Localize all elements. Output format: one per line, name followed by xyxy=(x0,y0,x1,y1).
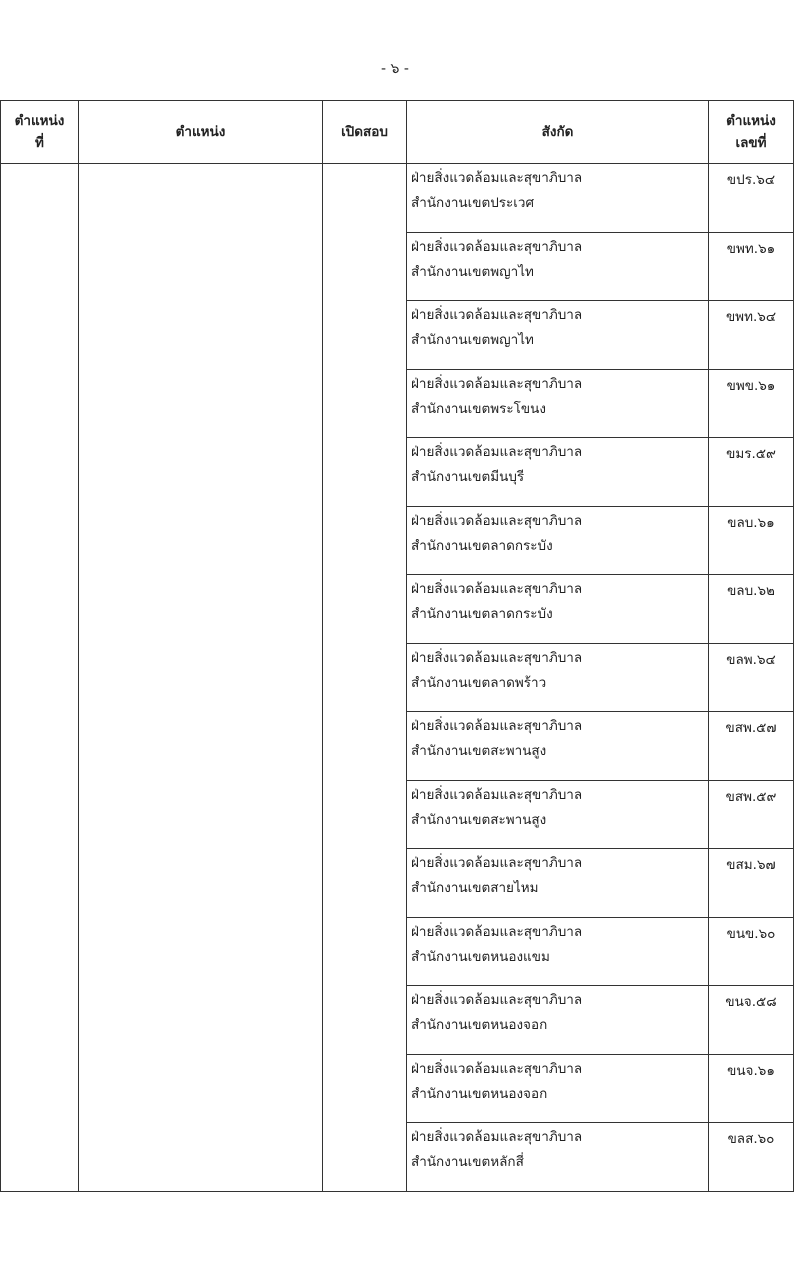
position-number-cell: ขสพ.๕๗ xyxy=(709,712,794,781)
open-exam-cell xyxy=(323,438,407,507)
position-cell xyxy=(79,986,323,1055)
position-cell xyxy=(79,575,323,644)
table-row xyxy=(1,1054,794,1123)
header-open-exam: เปิดสอบ xyxy=(323,101,407,164)
position-cell xyxy=(79,849,323,918)
table-row xyxy=(1,506,794,575)
department-text: ฝ่ายสิ่งแวดล้อมและสุขาภิบาล xyxy=(411,170,583,186)
header-text: ที่ xyxy=(35,135,44,151)
office-text: สำนักงานเขตสายไหม xyxy=(411,880,539,896)
position-number-cell: ขพท.๖๔ xyxy=(709,301,794,370)
position-no-cell xyxy=(1,849,79,918)
affiliation-cell xyxy=(407,232,709,301)
open-exam-cell xyxy=(323,164,407,233)
position-no-cell xyxy=(1,643,79,712)
position-no-cell xyxy=(1,575,79,644)
department-text: ฝ่ายสิ่งแวดล้อมและสุขาภิบาล xyxy=(411,992,583,1008)
department-text: ฝ่ายสิ่งแวดล้อมและสุขาภิบาล xyxy=(411,444,583,460)
position-number-cell: ขพข.๖๑ xyxy=(709,369,794,438)
position-no-cell xyxy=(1,506,79,575)
office-text: สำนักงานเขตหนองจอก xyxy=(411,1085,548,1102)
position-number-cell: ขพท.๖๑ xyxy=(709,232,794,301)
table-row xyxy=(1,917,794,986)
affiliation-cell xyxy=(407,438,709,507)
affiliation-cell xyxy=(407,369,709,438)
affiliation-cell xyxy=(407,301,709,370)
position-cell xyxy=(79,438,323,507)
table-row xyxy=(1,712,794,781)
table-row xyxy=(1,1123,794,1192)
table-row xyxy=(1,780,794,849)
position-number-cell: ขมร.๕๙ xyxy=(709,438,794,507)
affiliation-cell xyxy=(407,1123,709,1192)
position-cell xyxy=(79,301,323,370)
affiliation-cell xyxy=(407,849,709,918)
table-row xyxy=(1,232,794,301)
position-number-cell: ขลบ.๖๒ xyxy=(709,575,794,644)
affiliation-cell xyxy=(407,986,709,1055)
open-exam-cell xyxy=(323,986,407,1055)
position-cell xyxy=(79,506,323,575)
open-exam-cell xyxy=(323,301,407,370)
open-exam-cell xyxy=(323,780,407,849)
position-no-cell xyxy=(1,780,79,849)
office-text: สำนักงานเขตหนองแขม xyxy=(411,948,550,965)
header-position-number xyxy=(709,101,794,164)
position-cell xyxy=(79,643,323,712)
table-row xyxy=(1,438,794,507)
affiliation-cell xyxy=(407,712,709,781)
department-text: ฝ่ายสิ่งแวดล้อมและสุขาภิบาล xyxy=(411,238,583,255)
affiliation-cell xyxy=(407,506,709,575)
table-row xyxy=(1,575,794,644)
position-cell xyxy=(79,1054,323,1123)
table-header-row xyxy=(1,101,794,164)
position-no-cell xyxy=(1,712,79,781)
position-number-cell: ขสม.๖๗ xyxy=(709,849,794,918)
table-row xyxy=(1,986,794,1055)
position-cell xyxy=(79,369,323,438)
header-text: ตำแหน่ง xyxy=(14,113,65,129)
open-exam-cell xyxy=(323,232,407,301)
open-exam-cell xyxy=(323,643,407,712)
position-no-cell xyxy=(1,438,79,507)
position-cell xyxy=(79,232,323,301)
position-no-cell xyxy=(1,369,79,438)
department-text: ฝ่ายสิ่งแวดล้อมและสุขาภิบาล xyxy=(411,581,583,597)
office-text: สำนักงานเขตพญาไท xyxy=(411,332,534,348)
position-number-cell: ขนจ.๕๘ xyxy=(709,986,794,1055)
affiliation-cell xyxy=(407,164,709,233)
position-number-cell: ขนข.๖๐ xyxy=(709,917,794,986)
department-text: ฝ่ายสิ่งแวดล้อมและสุขาภิบาล xyxy=(411,855,583,871)
department-text: ฝ่ายสิ่งแวดล้อมและสุขาภิบาล xyxy=(411,307,583,323)
open-exam-cell xyxy=(323,849,407,918)
position-number-cell: ขลบ.๖๑ xyxy=(709,506,794,575)
position-cell xyxy=(79,712,323,781)
open-exam-cell xyxy=(323,917,407,986)
page-number: - ๖ - xyxy=(381,61,409,77)
office-text: สำนักงานเขตประเวศ xyxy=(411,195,535,211)
position-cell xyxy=(79,917,323,986)
header-text: ตำแหน่ง xyxy=(726,113,776,129)
department-text: ฝ่ายสิ่งแวดล้อมและสุขาภิบาล xyxy=(411,786,583,803)
position-no-cell xyxy=(1,301,79,370)
position-number-cell: ขนจ.๖๑ xyxy=(709,1054,794,1123)
open-exam-cell xyxy=(323,1123,407,1192)
table-row xyxy=(1,849,794,918)
affiliation-cell xyxy=(407,575,709,644)
open-exam-cell xyxy=(323,575,407,644)
position-number-cell: ขลส.๖๐ xyxy=(709,1123,794,1192)
position-number-cell: ขปร.๖๔ xyxy=(709,164,794,233)
header-position: ตำแหน่ง xyxy=(79,101,323,164)
department-text: ฝ่ายสิ่งแวดล้อมและสุขาภิบาล xyxy=(411,512,583,529)
affiliation-cell xyxy=(407,917,709,986)
office-text: สำนักงานเขตพญาไท xyxy=(411,263,534,280)
office-text: สำนักงานเขตสะพานสูง xyxy=(411,811,547,828)
department-text: ฝ่ายสิ่งแวดล้อมและสุขาภิบาล xyxy=(411,1129,583,1145)
affiliation-cell xyxy=(407,1054,709,1123)
open-exam-cell xyxy=(323,506,407,575)
department-text: ฝ่ายสิ่งแวดล้อมและสุขาภิบาล xyxy=(411,375,583,392)
position-no-cell xyxy=(1,1123,79,1192)
table-row xyxy=(1,164,794,233)
position-no-cell xyxy=(1,986,79,1055)
position-no-cell xyxy=(1,1054,79,1123)
position-no-cell xyxy=(1,917,79,986)
department-text: ฝ่ายสิ่งแวดล้อมและสุขาภิบาล xyxy=(411,718,583,734)
table-row xyxy=(1,369,794,438)
department-text: ฝ่ายสิ่งแวดล้อมและสุขาภิบาล xyxy=(411,1060,583,1077)
position-cell xyxy=(79,1123,323,1192)
position-number-cell: ขลพ.๖๔ xyxy=(709,643,794,712)
office-text: สำนักงานเขตลาดกระบัง xyxy=(411,606,553,622)
header-position-no xyxy=(1,101,79,164)
office-text: สำนักงานเขตมีนบุรี xyxy=(411,469,525,485)
office-text: สำนักงานเขตหลักสี่ xyxy=(411,1154,524,1170)
office-text: สำนักงานเขตลาดพร้าว xyxy=(411,674,547,691)
header-affiliation: สังกัด xyxy=(407,101,709,164)
office-text: สำนักงานเขตลาดกระบัง xyxy=(411,537,553,554)
department-text: ฝ่ายสิ่งแวดล้อมและสุขาภิบาล xyxy=(411,649,583,666)
office-text: สำนักงานเขตหนองจอก xyxy=(411,1017,548,1033)
department-text: ฝ่ายสิ่งแวดล้อมและสุขาภิบาล xyxy=(411,923,583,940)
office-text: สำนักงานเขตพระโขนง xyxy=(411,400,546,417)
open-exam-cell xyxy=(323,369,407,438)
open-exam-cell xyxy=(323,712,407,781)
header-text: เลขที่ xyxy=(735,135,767,151)
position-no-cell xyxy=(1,164,79,233)
position-cell xyxy=(79,780,323,849)
open-exam-cell xyxy=(323,1054,407,1123)
position-number-cell: ขสพ.๕๙ xyxy=(709,780,794,849)
affiliation-cell xyxy=(407,643,709,712)
position-cell xyxy=(79,164,323,233)
table-row xyxy=(1,643,794,712)
positions-table xyxy=(0,100,794,1192)
table-row xyxy=(1,301,794,370)
affiliation-cell xyxy=(407,780,709,849)
office-text: สำนักงานเขตสะพานสูง xyxy=(411,743,547,759)
position-no-cell xyxy=(1,232,79,301)
